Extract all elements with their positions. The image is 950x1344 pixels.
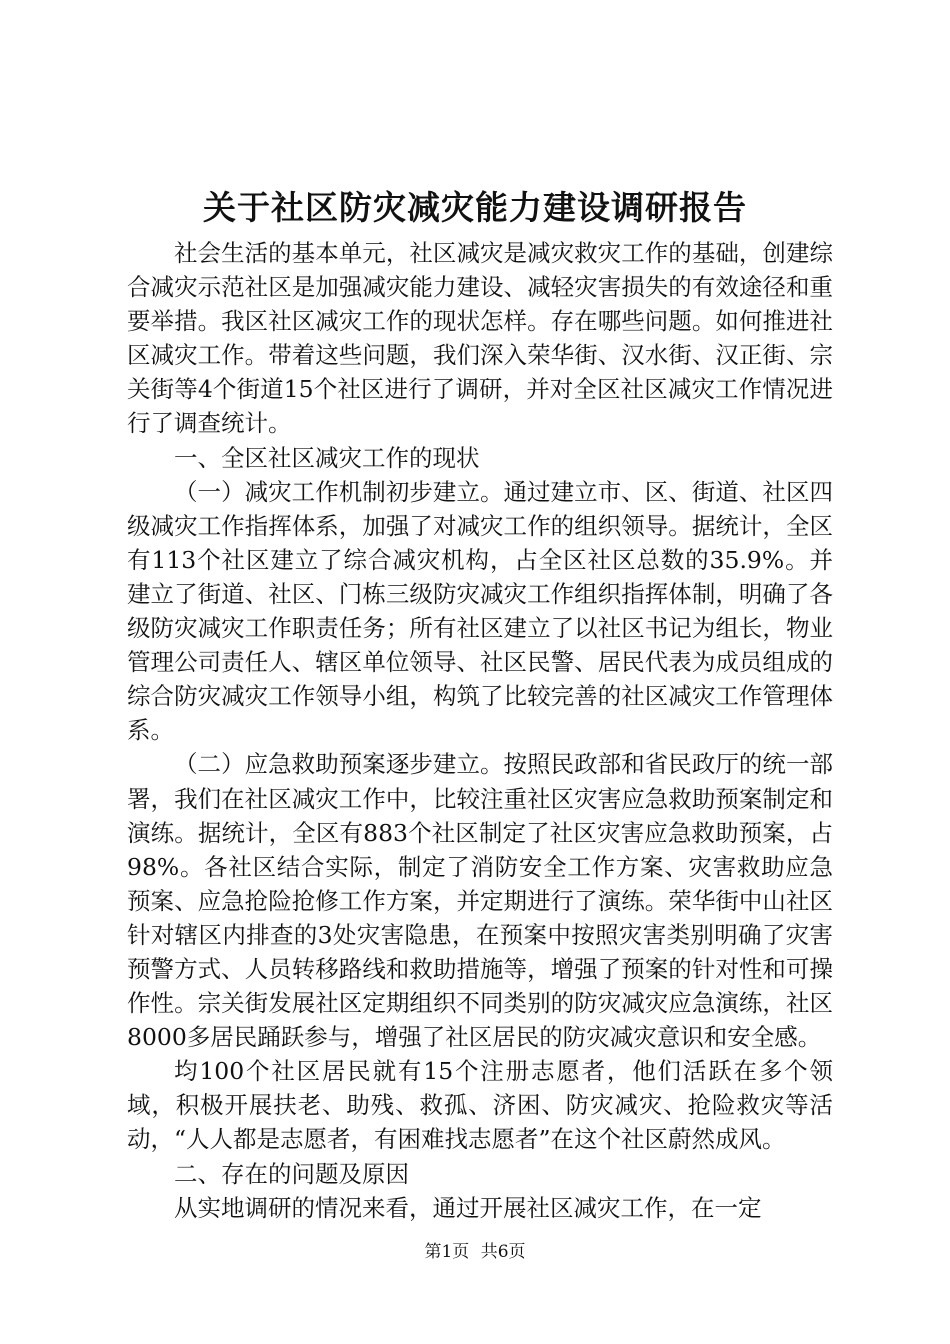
paragraph-intro: 社会生活的基本单元，社区减灾是减灾救灾工作的基础，创建综合减灾示范社区是加强减灾能力建设、减轻灾害损失的有效途径和重要举措。我区社区减灾工作的现状怎样。存在哪些问题。如何推进社区减灾工作。带着这些问题，我们深入荣华街、汉水街、汉正街、宗关街等4个街道15个社区进行了调研，并对全区社区减灾工作情况进行了调查统计。 <box>127 239 833 438</box>
section-heading-2: 二、存在的问题及原因 <box>174 1159 409 1188</box>
paragraph-subsection-1: （一）减灾工作机制初步建立。通过建立市、区、街道、社区四级减灾工作指挥体系，加强了对减灾工作的组织领导。据统计，全区有113个社区建立了综合减灾机构，占全区社区总数的35.9%。并建立了街道、社区、门栋三级防灾减灾工作组织指挥体制，明确了各级防灾减灾工作职责任务；所有社区建立了以社区书记为组长，物业管理公司责任人、辖区单位领导、社区民警、居民代表为成员组成的综合防灾减灾工作领导小组，构筑了比较完善的社区减灾工作管理体系。 <box>127 477 833 745</box>
page-total: 共6页 <box>480 1242 526 1262</box>
paragraph-problems: 从实地调研的情况来看，通过开展社区减灾工作，在一定 <box>174 1193 762 1222</box>
paragraph-volunteers: 均100个社区居民就有15个注册志愿者，他们活跃在多个领域，积极开展扶老、助残、救孤、济困、防灾减灾、抢险救灾等活动，“人人都是志愿者，有困难找志愿者”在这个社区蔚然成风。 <box>127 1057 833 1154</box>
document-title: 关于社区防灾减灾能力建设调研报告 <box>203 188 747 227</box>
page-footer <box>0 1240 950 1264</box>
section-heading-1: 一、全区社区减灾工作的现状 <box>174 443 480 472</box>
page-number: 第1页 <box>424 1242 470 1262</box>
paragraph-subsection-2: （二）应急救助预案逐步建立。按照民政部和省民政厅的统一部署，我们在社区减灾工作中，比较注重社区灾害应急救助预案制定和演练。据统计，全区有883个社区制定了社区灾害应急救助预案，占98%。各社区结合实际，制定了消防安全工作方案、灾害救助应急预案、应急抢险抢修工作方案，并定期进行了演练。荣华街中山社区针对辖区内排查的3处灾害隐患，在预案中按照灾害类别明确了灾害预警方式、人员转移路线和救助措施等，增强了预案的针对性和可操作性。宗关街发展社区定期组织不同类别的防灾减灾应急演练，社区8000多居民踊跃参与，增强了社区居民的防灾减灾意识和安全感。 <box>127 750 833 1052</box>
document-body <box>127 236 833 1225</box>
